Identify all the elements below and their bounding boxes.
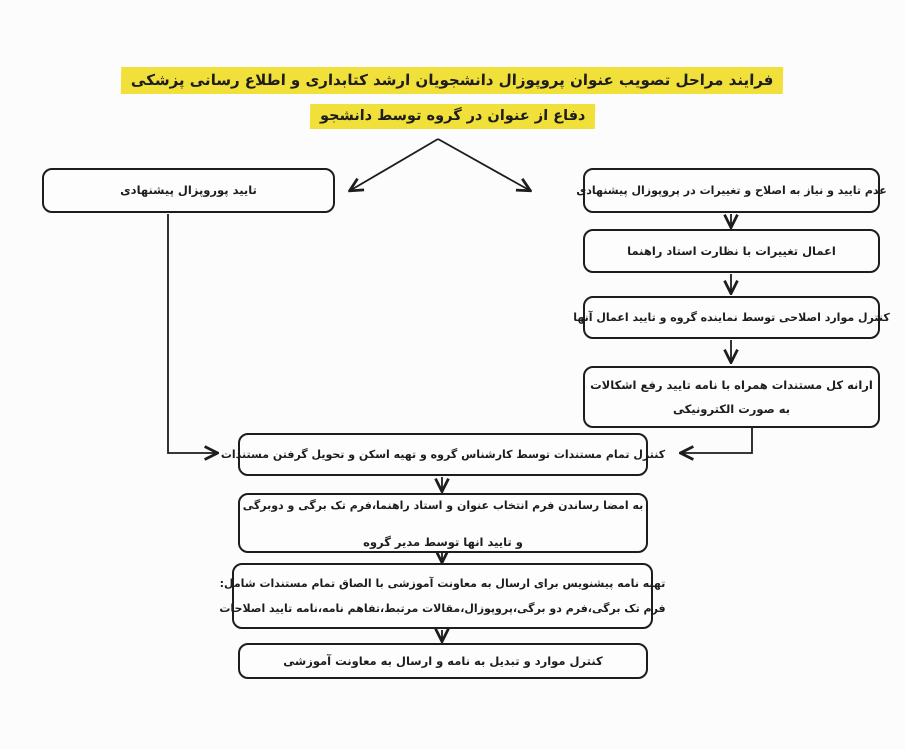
box-control-corrections bbox=[573, 296, 890, 339]
box-apply-changes-label: اعمال تغییرات با نظارت استاد راهنما bbox=[627, 243, 836, 258]
box-control-all-docs-label: کنترل تمام مستندات توسط کارشناس گروه و تهیه اسکن و تحویل گرفتن مستندات bbox=[220, 447, 666, 461]
box-draft-letter bbox=[219, 563, 666, 629]
box-sign-forms-line2: و تایید انها توسط مدیر گروه bbox=[363, 534, 523, 549]
box-not-approved bbox=[576, 168, 887, 213]
box-draft-letter-line2: فرم تک برگی،فرم دو برگی،پروپوزال،مقالات مرتبط،تفاهم نامه،نامه تایید اصلاحات bbox=[219, 601, 666, 615]
left-to-middle-connector bbox=[168, 214, 216, 453]
right-to-middle-connector bbox=[682, 428, 752, 453]
box-approved-proposal bbox=[42, 168, 335, 213]
box-approved-proposal-label: تایید پوروپزال پیشنهادی bbox=[120, 183, 257, 198]
box-sign-forms-line1: به امضا رساندن فرم انتخاب عنوان و استاد راهنما،فرم تک برگی و دوبرگی bbox=[242, 499, 644, 512]
box-submit-all-docs-line2: به صورت الکترونیکی bbox=[672, 401, 791, 416]
box-submit-all-docs bbox=[583, 366, 880, 428]
box-draft-letter-line1: تهیه نامه پیشنویس برای ارسال به معاونت آموزشی با الصاق تمام مستندات شامل: bbox=[219, 576, 666, 590]
branch-right-arrow bbox=[438, 139, 529, 190]
box-not-approved-label: عدم تایید و نیاز به اصلاح و تغییرات در پروپوزال پیشنهادی bbox=[576, 183, 887, 197]
page-title bbox=[0, 67, 905, 94]
box-final-control-label: کنترل موارد و تبدیل به نامه و ارسال به معاونت آموزشی bbox=[283, 653, 603, 668]
page-subtitle bbox=[0, 104, 905, 129]
box-control-corrections-label: کنترل موارد اصلاحی توسط نماینده گروه و تایید اعمال آنها bbox=[573, 310, 890, 324]
box-control-all-docs bbox=[220, 433, 666, 476]
box-final-control bbox=[238, 643, 648, 679]
branch-left-arrow bbox=[351, 139, 438, 190]
title-highlight: فرایند مراحل تصویب عنوان پروپوزال دانشجویان ارشد کتابداری و اطلاع رسانی پزشکی bbox=[121, 67, 784, 94]
box-submit-all-docs-line1: ارانه کل مستندات همراه با نامه تایید رفع اشکالات bbox=[590, 377, 873, 392]
subtitle-highlight: دفاع از عنوان در گروه توسط دانشجو bbox=[310, 104, 596, 129]
box-sign-forms bbox=[238, 493, 648, 553]
box-apply-changes bbox=[583, 229, 880, 273]
